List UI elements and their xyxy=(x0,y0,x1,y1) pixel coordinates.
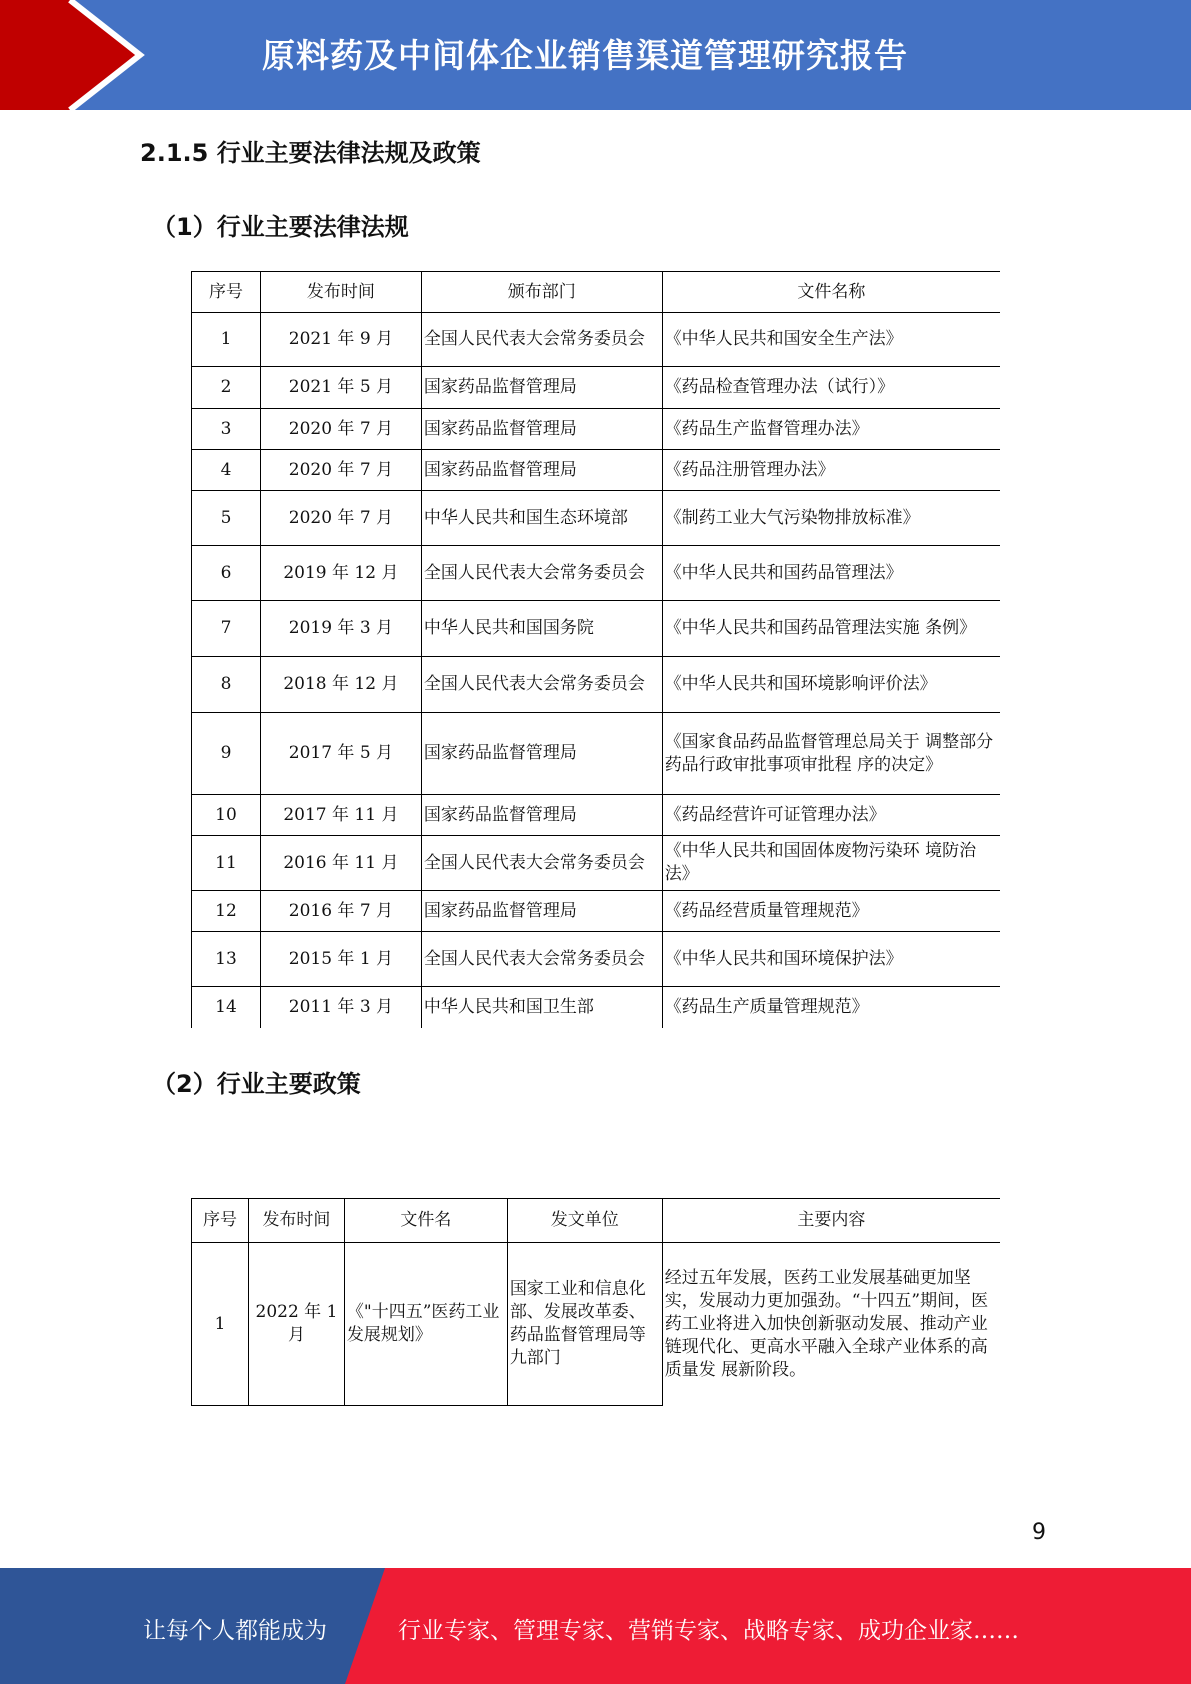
cell-date: 2015 年 1 月 xyxy=(260,932,421,987)
cell-document: 《药品检查管理办法（试行）》 xyxy=(662,367,1000,409)
footer-slogan-left: 让每个人都能成为 xyxy=(143,1618,327,1644)
cell-document: 《中华人民共和国环境保护法》 xyxy=(662,932,1000,987)
cell-date: 2016 年 7 月 xyxy=(260,891,421,932)
laws-table xyxy=(191,271,1000,1028)
cell-index: 13 xyxy=(192,932,261,987)
table-row xyxy=(192,313,1001,367)
table-row xyxy=(192,891,1001,932)
cell-department: 国家药品监督管理局 xyxy=(421,367,662,409)
cell-index: 1 xyxy=(192,313,261,367)
cell-date: 2021 年 5 月 xyxy=(260,367,421,409)
table-row xyxy=(192,657,1001,713)
table-row xyxy=(192,713,1001,795)
table-row xyxy=(192,932,1001,987)
cell-index: 7 xyxy=(192,601,261,657)
table-header-row xyxy=(192,272,1001,313)
cell-index: 8 xyxy=(192,657,261,713)
table-row xyxy=(192,450,1001,491)
cell-department: 中华人民共和国生态环境部 xyxy=(421,491,662,546)
cell-index: 12 xyxy=(192,891,261,932)
column-header: 发布时间 xyxy=(248,1199,344,1243)
cell-index: 6 xyxy=(192,546,261,601)
cell-date: 2019 年 12 月 xyxy=(260,546,421,601)
cell-document: 《药品经营许可证管理办法》 xyxy=(662,795,1000,836)
cell-date: 2017 年 11 月 xyxy=(260,795,421,836)
table-row xyxy=(192,491,1001,546)
column-header: 主要内容 xyxy=(662,1199,1000,1243)
column-header: 文件名 xyxy=(344,1199,507,1243)
cell-index: 4 xyxy=(192,450,261,491)
cell-department: 国家药品监督管理局 xyxy=(421,891,662,932)
cell-index: 10 xyxy=(192,795,261,836)
cell-department: 国家药品监督管理局 xyxy=(421,450,662,491)
cell-date: 2019 年 3 月 xyxy=(260,601,421,657)
cell-index: 2 xyxy=(192,367,261,409)
cell-department: 全国人民代表大会常务委员会 xyxy=(421,836,662,891)
cell-index: 11 xyxy=(192,836,261,891)
cell-document: 《"十四五”医药工业发展规划》 xyxy=(344,1243,507,1406)
cell-issuer: 国家工业和信息化部、发展改革委、药品监督管理局等九部门 xyxy=(507,1243,662,1406)
column-header: 发文单位 xyxy=(507,1199,662,1243)
policies-table xyxy=(191,1198,1000,1406)
table-row xyxy=(192,795,1001,836)
cell-department: 全国人民代表大会常务委员会 xyxy=(421,657,662,713)
cell-document: 《制药工业大气污染物排放标准》 xyxy=(662,491,1000,546)
cell-date: 2017 年 5 月 xyxy=(260,713,421,795)
cell-department: 全国人民代表大会常务委员会 xyxy=(421,313,662,367)
cell-department: 全国人民代表大会常务委员会 xyxy=(421,932,662,987)
cell-index: 5 xyxy=(192,491,261,546)
cell-index: 1 xyxy=(192,1243,249,1406)
cell-department: 全国人民代表大会常务委员会 xyxy=(421,546,662,601)
cell-document: 《药品生产监督管理办法》 xyxy=(662,409,1000,450)
cell-document: 《药品注册管理办法》 xyxy=(662,450,1000,491)
footer-slogan-right: 行业专家、管理专家、营销专家、战略专家、成功企业家…… xyxy=(398,1618,1019,1644)
cell-date: 2011 年 3 月 xyxy=(260,987,421,1028)
column-header: 文件名称 xyxy=(662,272,1000,313)
section-heading: 2.1.5 行业主要法律法规及政策 xyxy=(140,139,481,167)
table-row xyxy=(192,409,1001,450)
table-row xyxy=(192,987,1001,1028)
cell-document: 《中华人民共和国药品管理法》 xyxy=(662,546,1000,601)
column-header: 序号 xyxy=(192,272,261,313)
cell-department: 中华人民共和国国务院 xyxy=(421,601,662,657)
cell-date: 2020 年 7 月 xyxy=(260,409,421,450)
column-header: 序号 xyxy=(192,1199,249,1243)
cell-document: 《中华人民共和国环境影响评价法》 xyxy=(662,657,1000,713)
table-row xyxy=(192,1243,1001,1406)
cell-date: 2018 年 12 月 xyxy=(260,657,421,713)
cell-date: 2022 年 1 月 xyxy=(248,1243,344,1406)
cell-date: 2020 年 7 月 xyxy=(260,450,421,491)
cell-document: 《中华人民共和国固体废物污染环 境防治法》 xyxy=(662,836,1000,891)
subsection-policies-heading: （2）行业主要政策 xyxy=(152,1070,361,1098)
page-header xyxy=(0,0,1191,110)
report-title: 原料药及中间体企业销售渠道管理研究报告 xyxy=(262,36,908,75)
cell-date: 2021 年 9 月 xyxy=(260,313,421,367)
table-row xyxy=(192,836,1001,891)
cell-department: 国家药品监督管理局 xyxy=(421,409,662,450)
cell-date: 2020 年 7 月 xyxy=(260,491,421,546)
chevron-decoration-icon xyxy=(0,0,160,110)
table-row xyxy=(192,546,1001,601)
cell-document: 《中华人民共和国安全生产法》 xyxy=(662,313,1000,367)
cell-document: 《药品生产质量管理规范》 xyxy=(662,987,1000,1028)
table-row xyxy=(192,367,1001,409)
table-row xyxy=(192,601,1001,657)
cell-department: 国家药品监督管理局 xyxy=(421,795,662,836)
cell-document: 《国家食品药品监督管理总局关于 调整部分药品行政审批事项审批程 序的决定》 xyxy=(662,713,1000,795)
cell-department: 国家药品监督管理局 xyxy=(421,713,662,795)
page-number: 9 xyxy=(1032,1520,1046,1545)
cell-index: 14 xyxy=(192,987,261,1028)
cell-index: 9 xyxy=(192,713,261,795)
cell-document: 《药品经营质量管理规范》 xyxy=(662,891,1000,932)
subsection-laws-heading: （1）行业主要法律法规 xyxy=(152,213,409,241)
cell-document: 《中华人民共和国药品管理法实施 条例》 xyxy=(662,601,1000,657)
cell-date: 2016 年 11 月 xyxy=(260,836,421,891)
column-header: 发布时间 xyxy=(260,272,421,313)
cell-department: 中华人民共和国卫生部 xyxy=(421,987,662,1028)
cell-content: 经过五年发展，医药工业发展基础更加坚实，发展动力更加强劲。“十四五”期间，医药工业将进入加快创新驱动发展、推动产业链现代化、更高水平融入全球产业体系的高质量发 展新阶段。 xyxy=(662,1243,1000,1406)
table-header-row xyxy=(192,1199,1001,1243)
column-header: 颁布部门 xyxy=(421,272,662,313)
cell-index: 3 xyxy=(192,409,261,450)
